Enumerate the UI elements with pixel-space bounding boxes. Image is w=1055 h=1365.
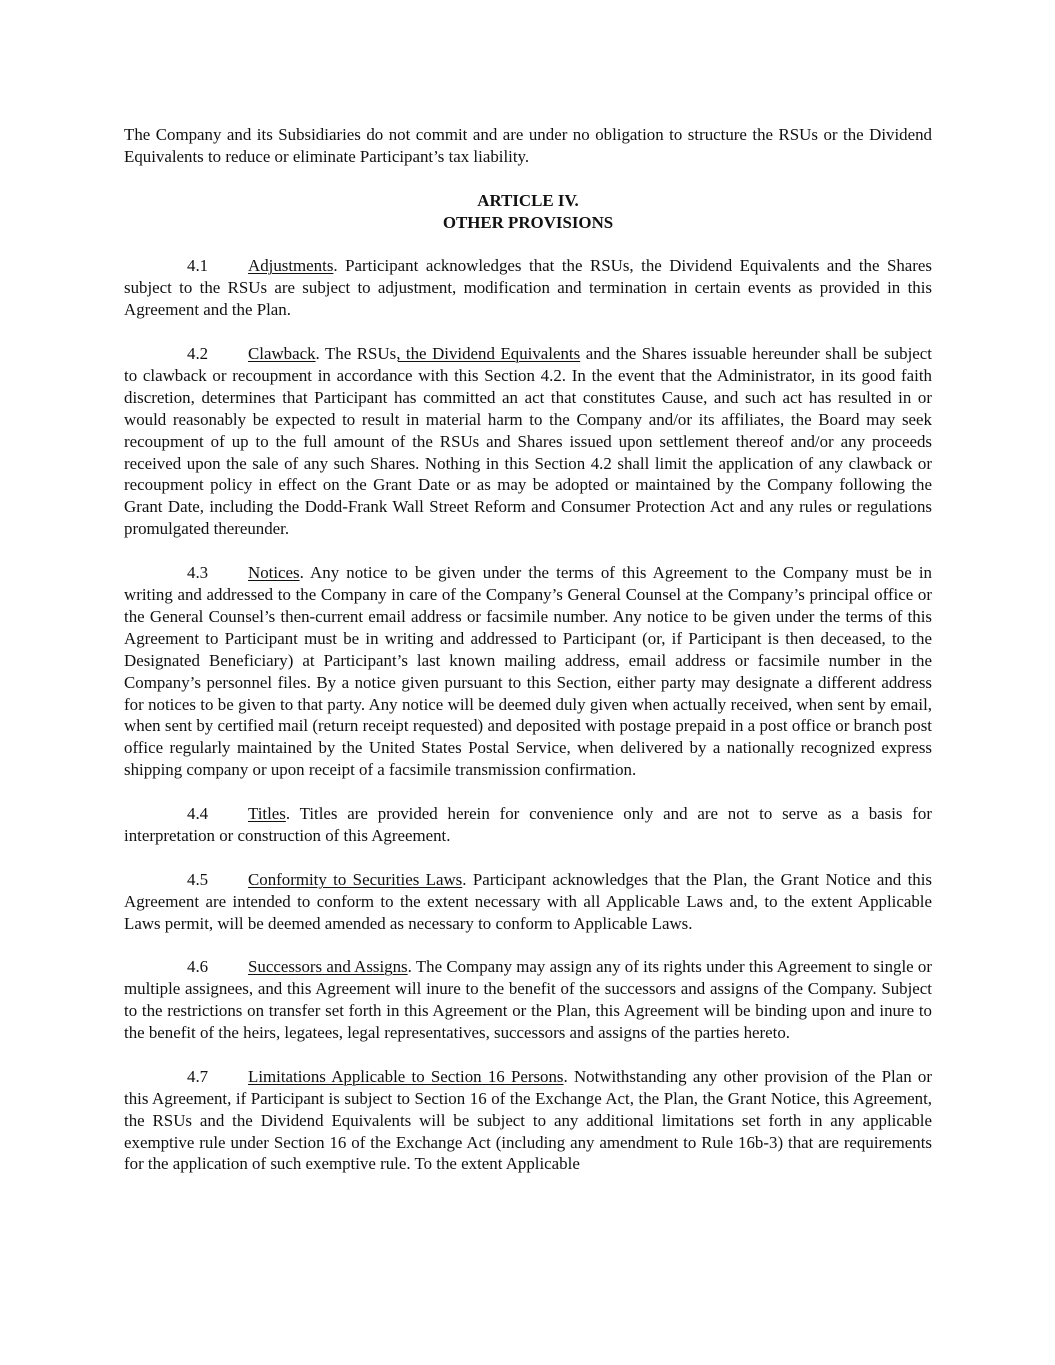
article-number: ARTICLE IV. xyxy=(477,190,579,210)
section-title: Conformity to Securities Laws xyxy=(248,869,463,889)
section-number: 4.1 xyxy=(187,256,209,276)
section-4-6 xyxy=(124,956,932,1044)
section-4-2 xyxy=(124,343,932,540)
section-body-continued: and the Shares issuable hereunder shall be subject to clawback or recoupment in accordance with this Section 4.2. In the event that the Administrator, in its good faith discretion, determines that Participant has committed an act that constitutes Cause, and such act has resulted in or would reasonably be expected to result in material harm to the Company and/or its affiliates, the Board may seek recoupment of up to the full amount of the RSUs and Shares issued upon settlement thereof and/or any proceeds received upon the sale of any such Shares. Nothing in this Section 4.2 shall limit the application of any clawback or recoupment policy in effect on the Grant Date or as may be adopted or maintained by the Company following the Grant Date, including the Dodd-Frank Wall Street Reform and Consumer Protection Act and any rules or regulations promulgated thereunder. xyxy=(124,344,932,539)
document-page xyxy=(124,124,932,1175)
intro-paragraph: The Company and its Subsidiaries do not commit and are under no obligation to structure the RSUs or the Dividend Equivalents to reduce or eliminate Participant’s tax liability. xyxy=(124,125,932,166)
section-body: . Participant acknowledges that the RSUs, the Dividend Equivalents and the Shares subject to the RSUs are subject to adjustment, modification and termination in certain events as provided in this Agreement and the Plan. xyxy=(124,256,932,320)
section-4-7 xyxy=(124,1066,932,1176)
section-number: 4.3 xyxy=(187,563,209,583)
section-title: Clawback xyxy=(248,344,316,364)
section-body: . Participant acknowledges that the Plan, the Grant Notice and this Agreement are intended to conform to the extent necessary with all Applicable Laws and, to the extent Applicable Laws permit, will be deemed amended as necessary to conform to Applicable Laws. xyxy=(124,869,932,933)
section-title: Successors and Assigns xyxy=(248,957,408,977)
section-number: 4.4 xyxy=(187,804,209,824)
section-body: . Any notice to be given under the terms of this Agreement to the Company must be in writing and addressed to the Company in care of the Company’s General Counsel at the Company’s principal office or the General Counsel’s then-current email address or facsimile number. Any notice to be given under the terms of this Agreement to Participant must be in writing and addressed to Participant (or, if Participant is then deceased, to the Designated Beneficiary) at Participant’s last known mailing address, email address or facsimile number in the Company’s personnel files. By a notice given pursuant to this Section, either party may designate a different address for notices to be given to that party. Any notice will be deemed duly given when actually received, when sent by email, when sent by certified mail (return receipt requested) and deposited with postage prepaid in a post office or branch post office regularly maintained by the United States Postal Service, when delivered by a nationally recognized express shipping company or upon receipt of a facsimile transmission confirmation. xyxy=(124,563,932,780)
article-heading xyxy=(124,190,932,234)
section-body: . The Company may assign any of its rights under this Agreement to single or multiple assignees, and this Agreement will inure to the benefit of the successors and assigns of the Company. Subject to the restrictions on transfer set forth in this Agreement or the Plan, this Agreement will be binding upon and inure to the benefit of the heirs, legatees, legal representatives, successors and assigns of the parties hereto. xyxy=(124,957,932,1043)
section-underlined-phrase: , the Dividend Equivalents xyxy=(396,344,581,364)
section-body: . The RSUs xyxy=(315,344,397,364)
article-title: OTHER PROVISIONS xyxy=(442,212,614,232)
section-number: 4.5 xyxy=(187,869,209,889)
section-4-3 xyxy=(124,562,932,781)
section-4-5 xyxy=(124,869,932,935)
section-title: Limitations Applicable to Section 16 Persons xyxy=(248,1066,564,1086)
section-body: . Notwithstanding any other provision of the Plan or this Agreement, if Participant is subject to Section 16 of the Exchange Act, the Plan, the Grant Notice, this Agreement, the RSUs and the Dividend Equivalents will be subject to any additional limitations set forth in any applicable exemptive rule under Section 16 of the Exchange Act (including any amendment to Rule 16b-3) that are requirements for the application of such exemptive rule. To the extent Applicable xyxy=(124,1066,932,1174)
section-4-4 xyxy=(124,803,932,847)
section-number: 4.7 xyxy=(187,1066,209,1086)
section-title: Titles xyxy=(248,804,286,824)
section-body: . Titles are provided herein for convenience only and are not to serve as a basis for interpretation or construction of this Agreement. xyxy=(124,804,932,845)
section-4-1 xyxy=(124,255,932,321)
section-number: 4.6 xyxy=(187,957,209,977)
section-title: Adjustments xyxy=(248,256,334,276)
section-title: Notices xyxy=(248,563,300,583)
section-number: 4.2 xyxy=(187,344,209,364)
